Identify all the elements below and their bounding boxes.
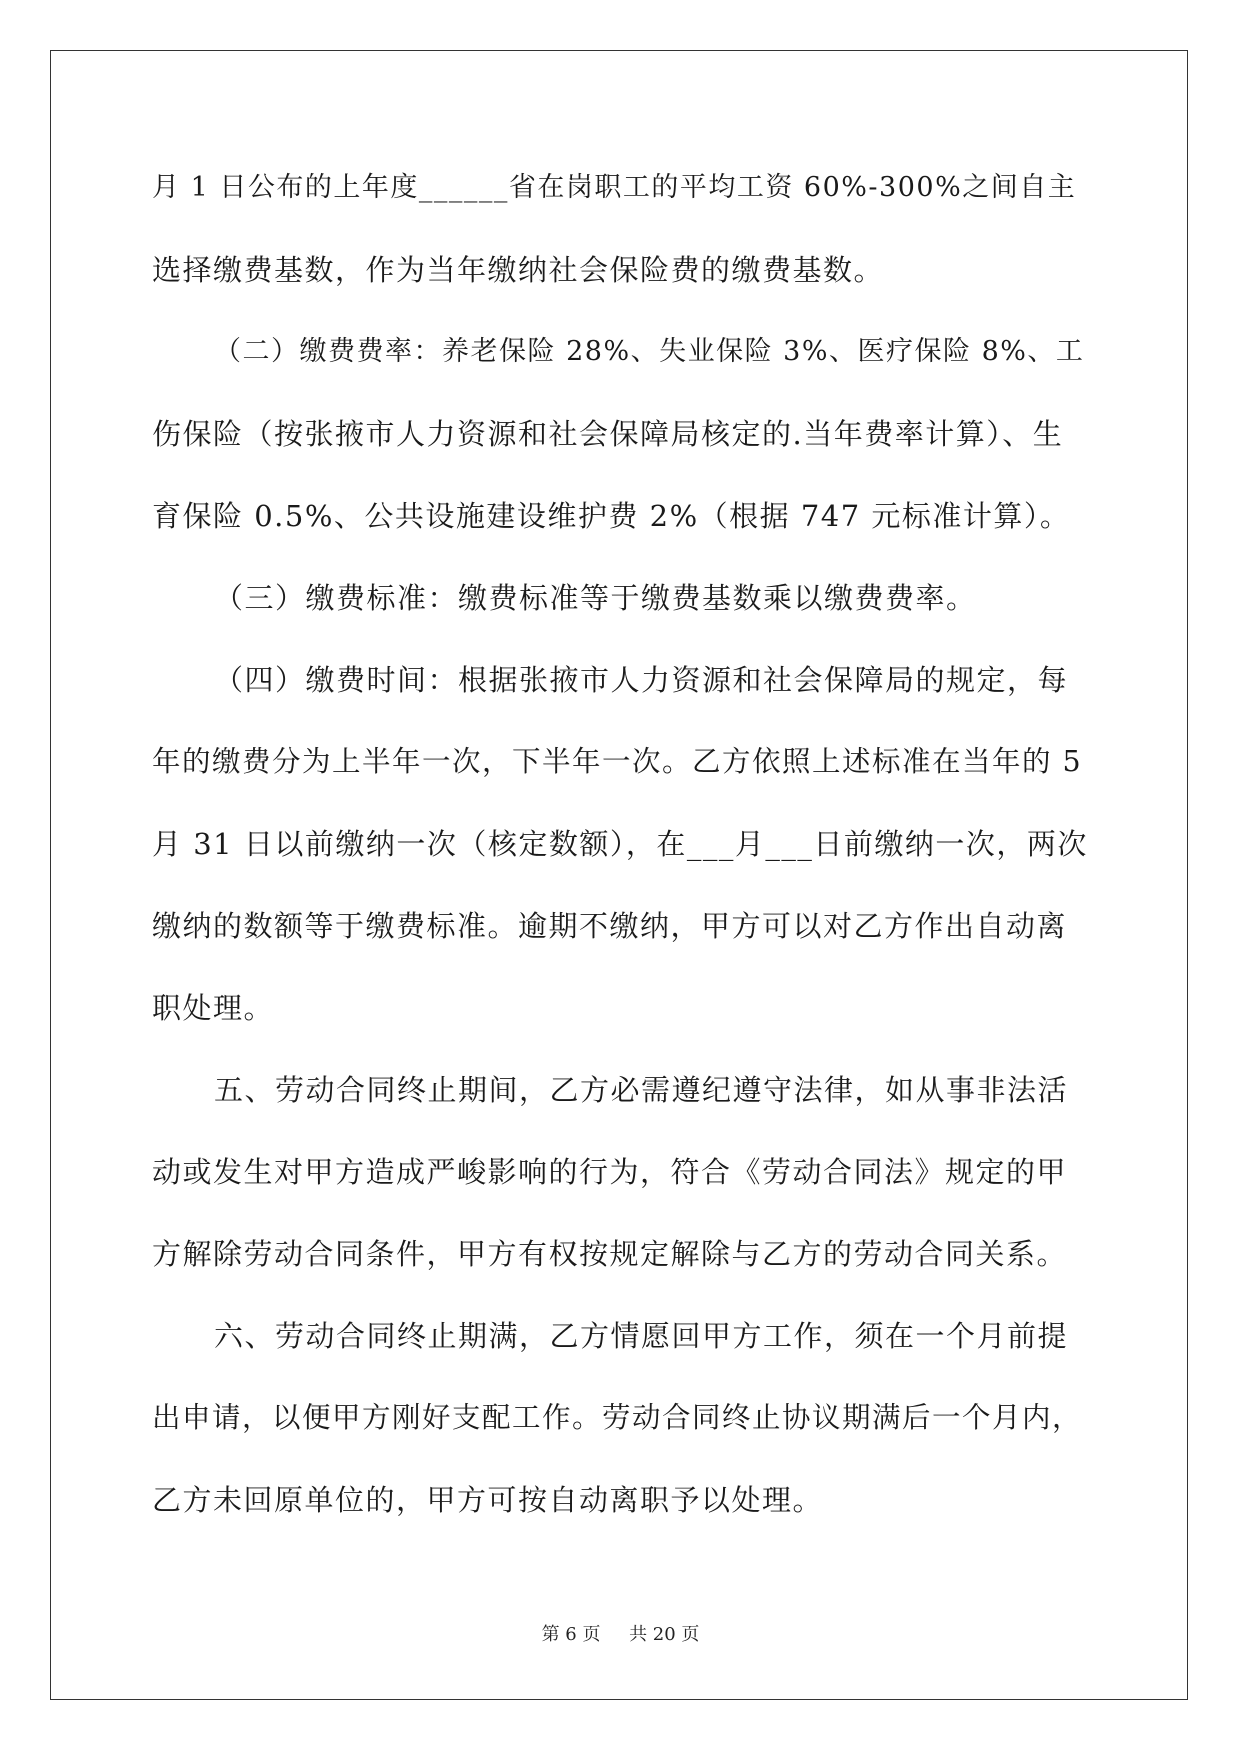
text-line: 月 31 日以前缴纳一次（核定数额），在___月___日前缴纳一次，两次 [152,827,1088,861]
text-line: 月 1 日公布的上年度______省在岗职工的平均工资 60%-300%之间自主 [152,172,1077,203]
text-line: 出申请，以便甲方刚好支配工作。劳动合同终止协议期满后一个月内， [152,1401,1083,1434]
paragraph-start-line: （三）缴费标准：缴费标准等于缴费基数乘以缴费费率。 [214,581,977,615]
total-pages: 共 20 页 [629,1624,700,1645]
text-line: 缴纳的数额等于缴费标准。逾期不缴纳，甲方可以对乙方作出自动离 [152,909,1068,943]
text-line: 选择缴费基数，作为当年缴纳社会保险费的缴费基数。 [152,253,885,287]
text-line: 动或发生对甲方造成严峻影响的行为，符合《劳动合同法》规定的甲 [152,1155,1068,1189]
page-number: 第 6 页 [541,1624,601,1645]
document-body [152,160,1088,1554]
paragraph-start-line: 五、劳动合同终止期间，乙方必需遵纪遵守法律，如从事非法活 [214,1073,1069,1107]
text-line: 乙方未回原单位的，甲方可按自动离职予以处理。 [152,1483,824,1517]
paragraph-start-line: （四）缴费时间：根据张掖市人力资源和社会保障局的规定，每 [214,663,1069,697]
text-line: 育保险 0.5%、公共设施建设维护费 2%（根据 747 元标准计算）。 [152,499,1071,533]
text-line: 年的缴费分为上半年一次，下半年一次。乙方依照上述标准在当年的 5 [152,745,1083,778]
text-line: 伤保险（按张掖市人力资源和社会保障局核定的.当年费率计算）、生 [152,417,1064,451]
page-footer [0,1620,1241,1646]
text-line: 职处理。 [152,991,275,1025]
paragraph-start-line: 六、劳动合同终止期满，乙方情愿回甲方工作，须在一个月前提 [214,1319,1069,1353]
text-line: 方解除劳动合同条件，甲方有权按规定解除与乙方的劳动合同关系。 [152,1237,1068,1271]
paragraph-start-line: （二）缴费费率：养老保险 28%、失业保险 3%、医疗保险 8%、工 [214,336,1085,367]
